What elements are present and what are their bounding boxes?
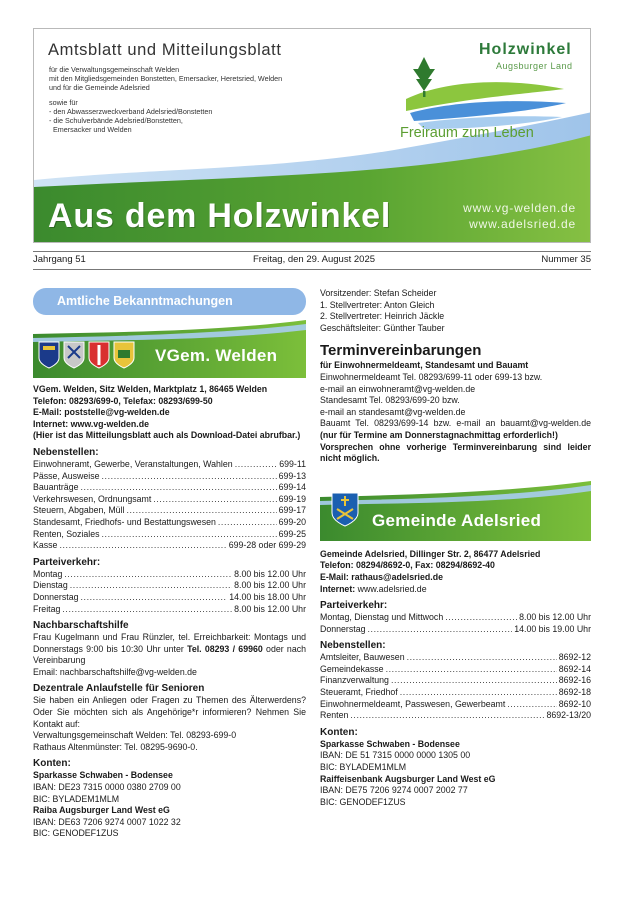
vgem-contact: VGem. Welden, Sitz Welden, Marktplatz 1, 86465 Welden Telefon: 08293/699-0, Telefax: 08293/699-50 E-Mail: poststelle@vg-welden.de Internet: www.vg-welden.de (Hier ist das Mitteilungsblatt auch als Download-Datei abrufbar.) <box>33 384 306 442</box>
list-item: Einwohneramt, Gewerbe, Veranstaltungen, Wahlen ..... 699-11 <box>33 459 306 471</box>
logo-slogan: Freiraum zum Leben <box>400 125 534 141</box>
adelsried-contact: Gemeinde Adelsried, Dillinger Str. 2, 86477 Adelsried Telefon: 08294/8692-0, Fax: 08294/8692-40 E-Mail: rathaus@adelsried.de Internet: www.adelsried.de <box>320 549 591 595</box>
issue-date: Freitag, den 29. August 2025 <box>253 254 376 265</box>
list-item: Montag ..... 8.00 bis 12.00 Uhr <box>33 569 306 581</box>
list-item: Kasse ..... 699-28 oder 699-29 <box>33 540 306 552</box>
banner-title: Aus dem Holzwinkel <box>48 197 392 235</box>
list-item: Gemeindekasse ..... 8692-14 <box>320 664 591 676</box>
masthead-subtitle: für die Verwaltungsgemeinschaft Welden mit den Mitgliedsgemeinden Bonstetten, Emersacker, Heretsried, Welden und für die Gemeinde Adelsried sowie für - den Abwasserzweckverband Adelsried/Bonstetten - die Schulverbände Adelsried/Bonstetten, Emersacker und Welden <box>49 65 283 135</box>
list-item: Renten, Soziales ..... 699-25 <box>33 529 306 541</box>
termin-lines: Einwohnermeldeamt Tel. 08293/699-11 oder 699-13 bzw. e-mail an einwohneramt@vg-welden.de Standesamt Tel. 08293/699-20 bzw. e-mail an standesamt@vg-welden.de <box>320 371 543 417</box>
left-column: Amtliche Bekanntmachungen VGem. Welden VGem. Welden, Sitz Welden, Marktplatz 1, 86465 Welden Telefon: 08293/699-0, Telefax: 08293/699-50 E-Mail: poststelle@vg-welden.de Internet: www.vg-welden.de (Hier ist das Mitteilungsblatt auch als Download-Datei abrufbar.) Nebenstellen: Einwohneramt, Gewerbe, Veranstaltungen, Wahlen ..... 699-11 Pässe, Ausweise ..... 699-13 Bauanträge ..... 699-14 Verkehrswesen, Ordnungsamt ..... 699-19 Steuern, Abgaben, Müll ..... 699-17 Standesamt, Friedhofs- und Bestattungswesen ..... 699-20 Renten, Soziales ..... 699-25 Kasse ..... 699-28 oder 699-29 Parteiverkehr: Montag ..... 8.00 bis 12.00 Uhr Dienstag ..... 8.00 bis 12.00 Uhr Donnerstag ..... 14.00 bis 18.00 Uhr Freitag ..... 8.00 bis 12.00 Uhr Nachbarschaftshilfe Frau Kugelmann und Frau Rünzler, tel. Erreichbarkeit: Montags und Donnerstags 9:00 bis 10:30 Uhr unter Tel. 08293 / 69960 oder nach Vereinbarung Email: nachbarschaftshilfe@vg-welden.de Dezentrale Anlaufstelle für Senioren Sie haben ein Anliegen oder Fragen zu Themen des Älterwerdens? Oder Sie möchten sich als Angehörige*r informieren? Nehmen Sie Kontakt auf: Verwaltungsgemeinschaft Welden: Tel. 08293-699-0 Rathaus Altenmünster: Tel. 08295-9690-0. Konten: Sparkasse Schwaben - Bodensee IBAN: DE23 7315 0000 0380 2709 00 BIC: BYLADEM1MLM Raiba Augsburger Land West eG IBAN: DE63 7206 9274 0007 1022 32 BIC: GENODEF1ZUS <box>33 288 306 840</box>
issue-line <box>33 254 591 267</box>
list-item: Amtsleiter, Bauwesen ..... 8692-12 <box>320 652 591 664</box>
vgem-welden-banner-label: VGem. Welden <box>155 346 278 365</box>
issue-number: Nummer 35 <box>541 254 591 265</box>
senioren-text: Sie haben ein Anliegen oder Fragen zu Themen des Älterwerdens? Oder Sie möchten sich als Angehörige*r informieren? Nehmen Sie Kontakt auf: <box>33 695 306 729</box>
parteiverkehr-heading-adelsried: Parteiverkehr: <box>320 600 388 612</box>
adelsried-coat-of-arms-icon <box>332 493 358 526</box>
terminvereinbarungen-heading: Terminvereinbarungen <box>320 342 482 360</box>
vorsprechen-note: Vorsprechen ohne vorherige Terminvereinbarung sind leider nicht möglich. <box>320 441 591 464</box>
nebenstellen-heading-adelsried: Nebenstellen: <box>320 640 386 652</box>
list-item: Finanzverwaltung ..... 8692-16 <box>320 675 591 687</box>
vorsitz-block: Vorsitzender: Stefan Scheider 1. Stellvertreter: Anton Gleich 2. Stellvertreter: Heinrich Jäckle Geschäftsleiter: Günther Tauber <box>320 288 445 333</box>
holzwinkel-logo-text: Holzwinkel <box>479 41 572 58</box>
url-vg-welden[interactable]: www.vg-welden.de <box>463 201 576 215</box>
masthead-title: Amtsblatt und Mitteilungsblatt <box>48 41 282 59</box>
list-item: Verkehrswesen, Ordnungsamt ..... 699-19 <box>33 494 306 506</box>
masthead <box>33 28 591 243</box>
list-item: Dienstag ..... 8.00 bis 12.00 Uhr <box>33 580 306 592</box>
nebenstellen-list <box>33 459 306 552</box>
konten-heading: Konten: <box>33 758 71 770</box>
amtliche-bekanntmachungen-heading: Amtliche Bekanntmachungen <box>33 288 306 315</box>
nebenstellen-list-adelsried <box>320 652 591 722</box>
nebenstellen-heading: Nebenstellen: <box>33 446 99 458</box>
nachbarschaftshilfe-email[interactable]: Email: nachbarschaftshilfe@vg-welden.de <box>33 666 197 677</box>
nachbarschaftshilfe-heading: Nachbarschaftshilfe <box>33 620 129 632</box>
list-item: Einwohnermeldeamt, Passwesen, Gewerbeamt ..... 8692-10 <box>320 699 591 711</box>
logo-subtitle: Augsburger Land <box>496 61 573 71</box>
list-item: Pässe, Ausweise ..... 699-13 <box>33 471 306 483</box>
list-item: Steueramt, Friedhof ..... 8692-18 <box>320 687 591 699</box>
list-item: Renten ..... 8692-13/20 <box>320 710 591 722</box>
bauamt-text: Bauamt Tel. 08293/699-14 bzw. e-mail an bauamt@vg-welden.de (nur für Termine am Donnerstagnachmittag erforderlich!) <box>320 418 591 440</box>
url-adelsried[interactable]: www.adelsried.de <box>469 217 576 231</box>
list-item: Donnerstag ..... 14.00 bis 18.00 Uhr <box>33 592 306 604</box>
parteiverkehr-list <box>33 569 306 615</box>
list-item: Steuern, Abgaben, Müll ..... 699-17 <box>33 505 306 517</box>
list-item: Standesamt, Friedhofs- und Bestattungswesen ..... 699-20 <box>33 517 306 529</box>
gemeinde-adelsried-banner <box>320 479 591 541</box>
rule-top <box>33 251 591 252</box>
vgem-website[interactable]: Internet: www.vg-welden.de <box>33 418 150 429</box>
list-item: Montag, Dienstag und Mittwoch ..... 8.00 bis 12.00 Uhr <box>320 612 591 624</box>
senioren-heading: Dezentrale Anlaufstelle für Senioren <box>33 683 205 695</box>
gemeinde-adelsried-banner-label: Gemeinde Adelsried <box>372 510 542 530</box>
konten-list-adelsried: Sparkasse Schwaben - Bodensee IBAN: DE 51 7315 0000 0000 1305 00 BIC: BYLADEM1MLM Raiffeisenbank Augsburger Land West eG IBAN: DE75 7206 9274 0007 2002 77 BIC: GENODEF1ZUS <box>320 738 496 807</box>
list-item: Bauanträge ..... 699-14 <box>33 482 306 494</box>
adelsried-email[interactable]: E-Mail: rathaus@adelsried.de <box>320 571 443 582</box>
list-item: Donnerstag ..... 14.00 bis 19.00 Uhr <box>320 624 591 636</box>
vgem-welden-banner <box>33 320 306 378</box>
nachbarschaftshilfe-text: Frau Kugelmann und Frau Rünzler, tel. Erreichbarkeit: Montags und Donnerstags 9:00 bis 10:30 Uhr unter Tel. 08293 / 69960 oder nach Vereinbarung <box>33 632 306 666</box>
parteiverkehr-heading: Parteiverkehr: <box>33 556 101 568</box>
vgem-email[interactable]: E-Mail: poststelle@vg-welden.de <box>33 407 170 418</box>
rule-bottom <box>33 269 591 270</box>
terminvereinbarungen-subheading: für Einwohnermeldeamt, Standesamt und Bauamt <box>320 360 529 371</box>
konten-heading-adelsried: Konten: <box>320 726 358 738</box>
parteiverkehr-list-adelsried <box>320 612 591 635</box>
banner-shape <box>320 479 591 541</box>
jahrgang: Jahrgang 51 <box>33 254 86 265</box>
right-column <box>320 288 591 808</box>
list-item: Freitag ..... 8.00 bis 12.00 Uhr <box>33 604 306 616</box>
adelsried-website[interactable]: Internet: www.adelsried.de <box>320 583 427 594</box>
konten-list: Sparkasse Schwaben - Bodensee IBAN: DE23 7315 0000 0380 2709 00 BIC: BYLADEM1MLM Raiba Augsburger Land West eG IBAN: DE63 7206 9274 0007 1022 32 BIC: GENODEF1ZUS <box>33 770 181 839</box>
